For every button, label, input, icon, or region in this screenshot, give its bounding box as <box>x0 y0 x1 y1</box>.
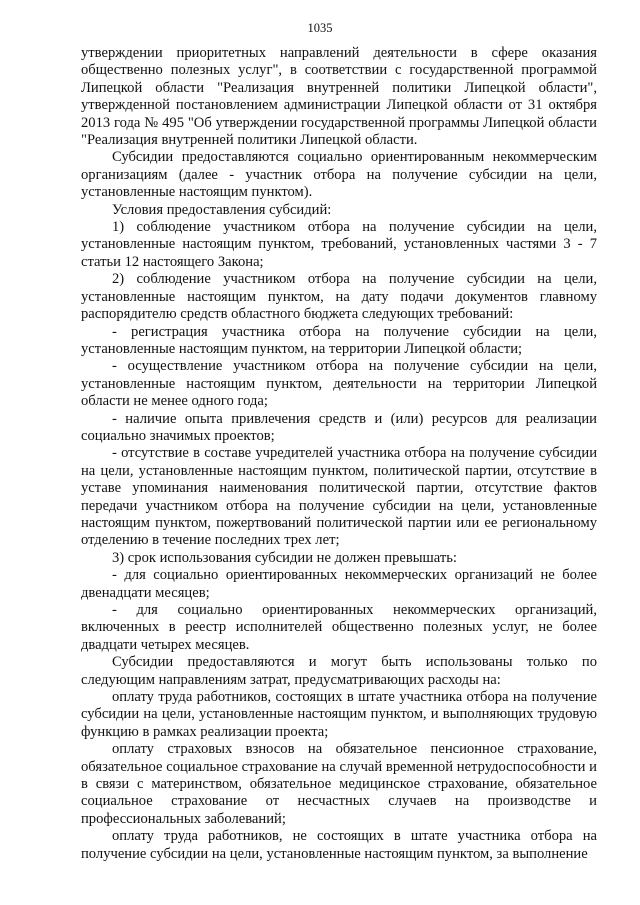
paragraph-continuation: утверждении приоритетных направлений деятельности в сфере оказания общественно полезных услуг", в соответствии с государственной программой Липецкой области "Реализация внутренней политики Липецкой области", утвержденной постановлением администрации Липецкой области от 31 октября 2013 года № 495 "Об утверждении государственной программы Липецкой области "Реализация внутренней политики Липецкой области. <box>81 45 597 149</box>
paragraph-condition-2: 2) соблюдение участником отбора на получение субсидии на цели, установленные настоящим пунктом, на дату подачи документов главному распорядителю средств областного бюджета следующих требований: <box>81 271 597 323</box>
paragraph-term-twelve-months: - для социально ориентированных некоммерческих организаций не более двенадцати месяцев; <box>81 567 597 601</box>
paragraph-expense-directions: Субсидии предоставляются и могут быть использованы только по следующим направлениям затрат, предусматривающих расходы на: <box>81 654 597 688</box>
paragraph-requirement-experience: - наличие опыта привлечения средств и (или) ресурсов для реализации социально значимых проектов; <box>81 410 597 444</box>
paragraph-expense-staff-pay: оплату труда работников, состоящих в штате участника отбора на получение субсидии на цели, установленные настоящим пунктом, и выполняющих трудовую функцию в рамках реализации проекта; <box>81 689 597 740</box>
paragraph-condition-3: 3) срок использования субсидии не должен превышать: <box>112 549 457 566</box>
paragraph-requirement-no-party: - отсутствие в составе учредителей участника отбора на получение субсидии на цели, установленные настоящим пунктом, политической партии, отсутствие в уставе упоминания наименования политической партии, отсутствие фактов передачи участником отбора на получение субсидии на цели, установленные настоящим пунктом, пожертвований политической партии или ее региональному отделению в течение последних трех лет; <box>81 445 597 549</box>
paragraph-expense-external-pay: оплату труда работников, не состоящих в штате участника отбора на получение субсидии на цели, установленные настоящим пунктом, за выполнение <box>81 828 597 862</box>
paragraph-expense-insurance: оплату страховых взносов на обязательное пенсионное страхование, обязательное социальное страхование на случай временной нетрудоспособности и в связи с материнством, обязательное медицинское страхование, обязательное социальное страхование от несчастных случаев на производстве и профессиональных заболеваний; <box>81 741 597 827</box>
paragraph-requirement-registration: - регистрация участника отбора на получение субсидии на цели, установленные настоящим пунктом, на территории Липецкой области; <box>81 323 597 357</box>
paragraph-requirement-activity: - осуществление участником отбора на получение субсидии на цели, установленные настоящим пунктом, деятельности на территории Липецкой области не менее одного года; <box>81 358 597 410</box>
paragraph-subsidy-recipients: Субсидии предоставляются социально ориентированным некоммерческим организациям (далее - участник отбора на получение субсидии на цели, установленные настоящим пунктом). <box>81 149 597 201</box>
body-text <box>81 45 597 863</box>
paragraph-term-twenty-four-months: - для социально ориентированных некоммерческих организаций, включенных в реестр исполнителей общественно полезных услуг, не более двадцати четырех месяцев. <box>81 602 597 653</box>
paragraph-condition-1: 1) соблюдение участником отбора на получение субсидии на цели, установленные настоящим пунктом, требований, установленных частями 3 - 7 статьи 12 настоящего Закона; <box>81 219 597 270</box>
paragraph-conditions-heading: Условия предоставления субсидий: <box>112 201 332 218</box>
page-number: 1035 <box>307 21 333 35</box>
